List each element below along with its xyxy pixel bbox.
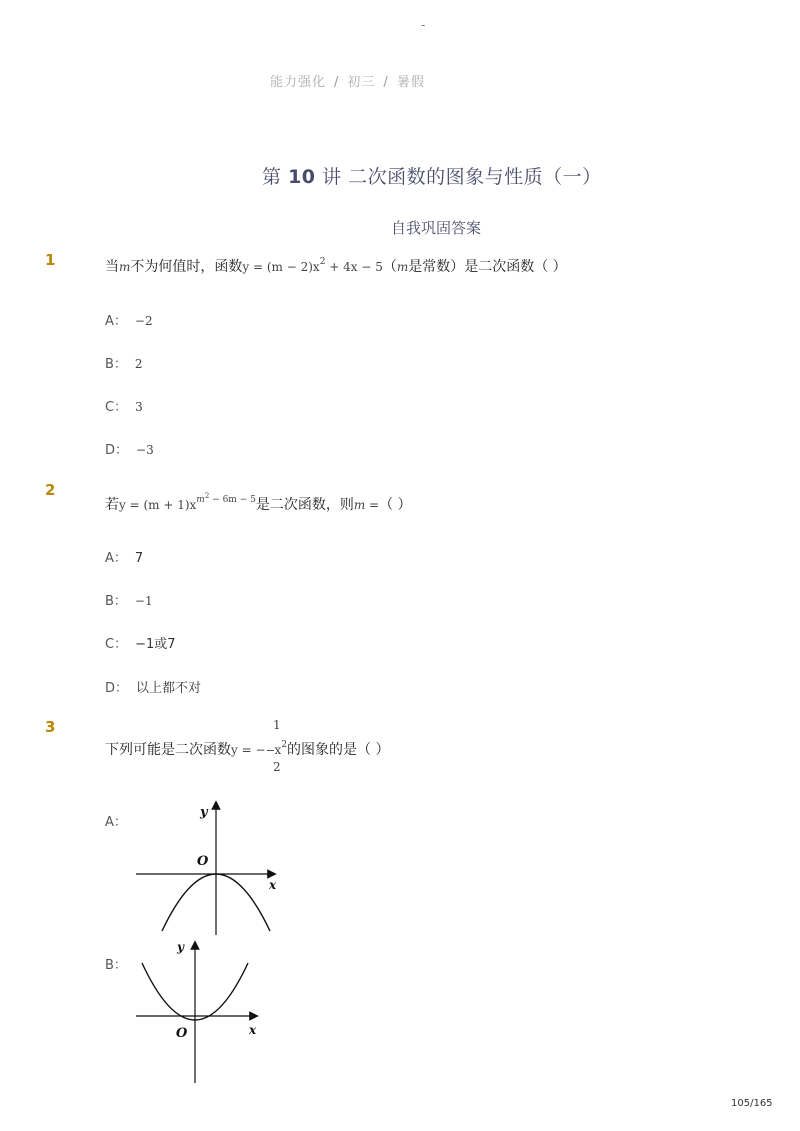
question-3-text <box>105 739 390 759</box>
option-value: 以上都不对 <box>136 681 202 696</box>
text-segment: 若 <box>105 497 119 513</box>
math-expression: $y = (m + 1)x^{m^2 - 6m - 5}$ <box>119 492 256 512</box>
section-title: 自我巩固答案 <box>391 219 482 237</box>
option-letter: C： <box>105 400 128 415</box>
origin-label: O <box>197 854 209 869</box>
option-letter: A： <box>105 815 127 830</box>
breadcrumb-item: 暑假 <box>396 75 425 90</box>
fraction-denominator: 2 <box>273 760 281 774</box>
x-axis-label: x <box>269 878 277 892</box>
question-number: 2 <box>45 481 56 499</box>
lesson-suffix: 讲 二次函数的图象与性质（一） <box>322 166 602 188</box>
option-a[interactable] <box>105 310 153 329</box>
fraction-bar <box>267 750 274 751</box>
option-a[interactable] <box>105 547 143 566</box>
question-1-text <box>105 256 567 276</box>
origin-label: O <box>176 1026 188 1041</box>
breadcrumb-separator: / <box>383 75 389 90</box>
top-mark: - <box>421 18 426 32</box>
math-var: m <box>396 260 409 274</box>
breadcrumb <box>270 71 425 90</box>
graph-option-b[interactable] <box>130 935 290 1087</box>
option-value: −1 <box>134 594 153 608</box>
option-letter: B： <box>105 594 127 609</box>
text-segment: 当 <box>105 259 119 275</box>
option-letter: A： <box>105 551 127 566</box>
text-segment: 的图象的是（ ） <box>287 742 390 758</box>
breadcrumb-separator: / <box>334 75 340 90</box>
math-var: m <box>119 260 131 274</box>
question-2-text <box>105 494 412 514</box>
option-a[interactable] <box>105 811 127 830</box>
x-axis-label: x <box>249 1023 257 1037</box>
option-b[interactable] <box>105 954 127 973</box>
option-value: 2 <box>134 357 143 371</box>
option-b[interactable] <box>105 590 153 609</box>
option-letter: C： <box>105 637 128 652</box>
lesson-title <box>262 162 602 189</box>
text-segment: 下列可能是二次函数 <box>105 742 231 758</box>
option-letter: B： <box>105 357 127 372</box>
y-axis-label: y <box>200 805 208 820</box>
option-value: −3 <box>136 443 154 457</box>
y-axis-label: y <box>177 940 184 954</box>
text-segment: （ ） <box>379 497 412 513</box>
option-d[interactable] <box>105 439 154 458</box>
option-b[interactable] <box>105 353 143 372</box>
option-value: 7 <box>134 551 144 566</box>
question-number: 3 <box>45 718 56 736</box>
option-letter: D： <box>105 443 129 458</box>
page-number: 105/165 <box>731 1098 773 1109</box>
breadcrumb-item: 能力强化 <box>270 75 327 90</box>
option-value: 3 <box>135 400 143 414</box>
option-value: −1或7 <box>135 637 176 652</box>
option-d[interactable] <box>105 677 201 696</box>
text-segment: （ <box>382 259 397 275</box>
math-var: m = <box>353 498 380 512</box>
option-letter: D： <box>105 681 129 696</box>
breadcrumb-item: 初三 <box>347 75 376 90</box>
option-c[interactable] <box>105 633 176 652</box>
text-segment: 是常数）是二次函数（ ） <box>408 259 567 275</box>
math-expression: y = − $x^2$ <box>231 740 288 757</box>
option-letter: A： <box>105 314 127 329</box>
math-expression: $y = (m - 2)x^2 + 4x - 5$ <box>242 257 383 274</box>
lesson-number: 10 <box>288 166 316 188</box>
option-c[interactable] <box>105 396 143 415</box>
text-segment: 不为何值时，函数 <box>130 259 243 275</box>
text-segment: 是二次函数，则 <box>255 497 354 513</box>
option-value: −2 <box>134 314 153 328</box>
lesson-prefix: 第 <box>262 166 282 188</box>
graph-option-a[interactable] <box>130 795 290 940</box>
question-number: 1 <box>45 251 56 269</box>
option-letter: B： <box>105 958 127 973</box>
fraction-numerator: 1 <box>273 718 281 732</box>
